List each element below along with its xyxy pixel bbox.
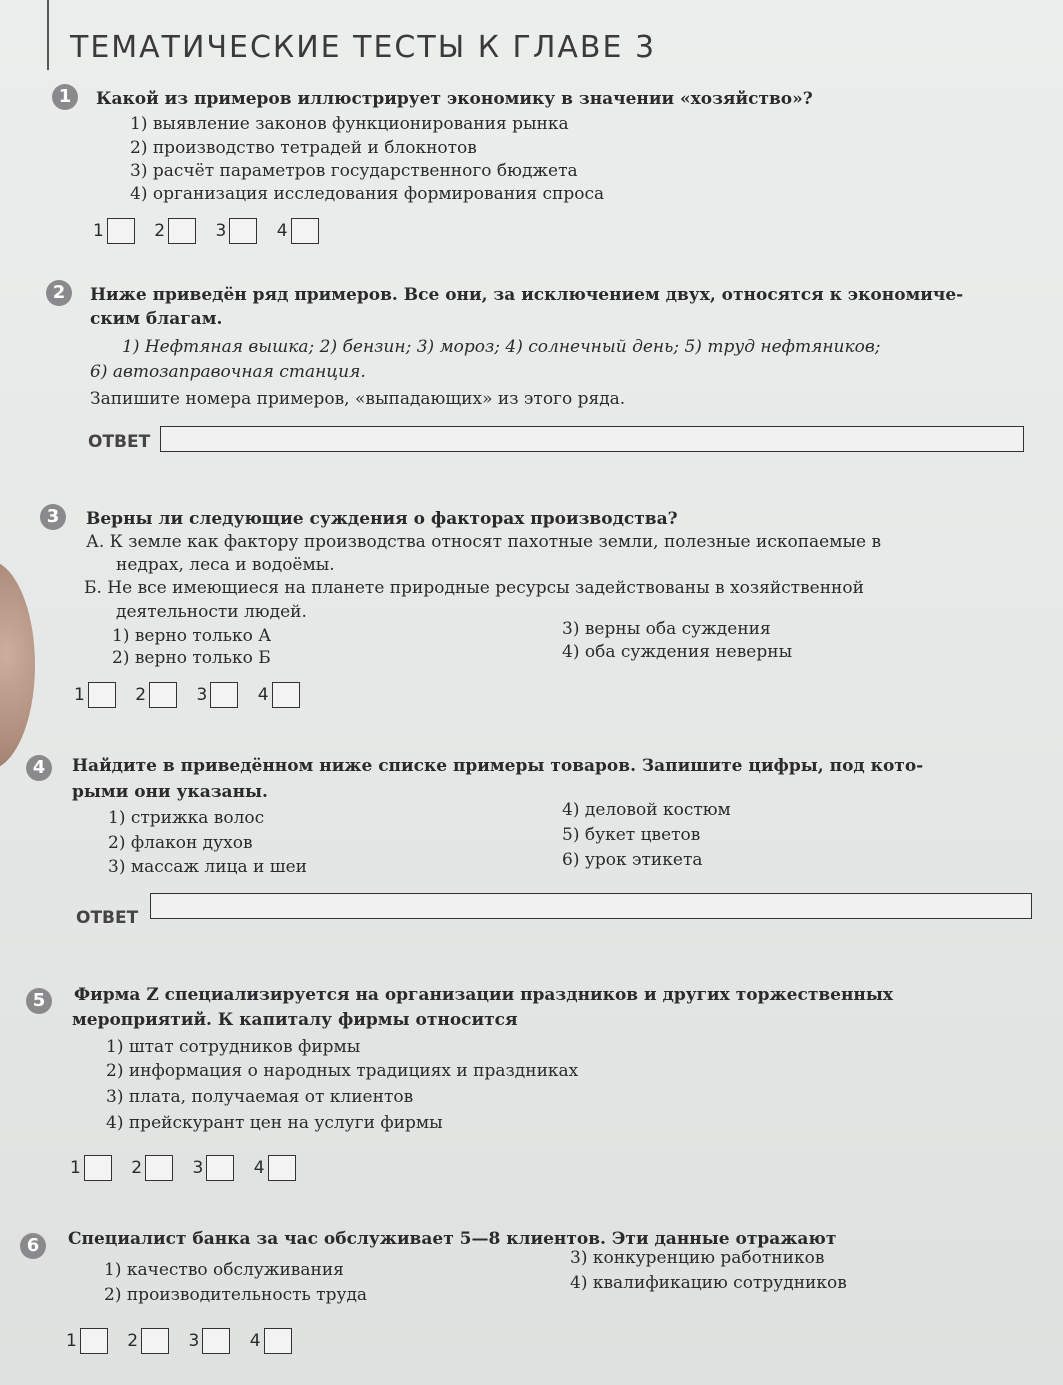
question-stem-cont: мероприятий. К капиталу фирмы относится xyxy=(72,1010,518,1030)
option: 4) деловой костюм xyxy=(562,800,731,820)
answer-checkbox-3[interactable] xyxy=(210,682,238,708)
option: 4) квалификацию сотрудников xyxy=(570,1273,847,1293)
question-number: 5 xyxy=(26,988,52,1014)
answer-checkbox-1[interactable] xyxy=(80,1328,108,1354)
question-number: 4 xyxy=(26,755,52,781)
option: 1) стрижка волос xyxy=(108,808,265,828)
option: 3) конкуренцию работников xyxy=(570,1248,825,1268)
choice-number: 4 xyxy=(249,1331,261,1351)
answer-choices xyxy=(66,1328,306,1354)
option: 3) верны оба суждения xyxy=(562,619,771,639)
answer-checkbox-3[interactable] xyxy=(229,218,257,244)
choice-number: 3 xyxy=(215,221,227,241)
question-stem: Фирма Z специализируется на организации праздников и других торжественных xyxy=(74,985,894,1005)
instruction: Запишите номера примеров, «выпадающих» из этого ряда. xyxy=(90,389,626,409)
choice-number: 4 xyxy=(276,221,288,241)
answer-checkbox-2[interactable] xyxy=(141,1328,169,1354)
option: 1) штат сотрудников фирмы xyxy=(106,1037,361,1057)
choice-number: 2 xyxy=(127,1331,139,1351)
question-stem: Ниже приведён ряд примеров. Все они, за исключением двух, относятся к экономиче- xyxy=(90,285,964,305)
answer-checkbox-1[interactable] xyxy=(84,1155,112,1181)
answer-label: ОТВЕТ xyxy=(76,908,139,928)
answer-checkbox-2[interactable] xyxy=(145,1155,173,1181)
choice-number: 3 xyxy=(196,685,208,705)
answer-field[interactable] xyxy=(150,893,1032,919)
option: 2) производство тетрадей и блокнотов xyxy=(130,138,477,158)
answer-checkbox-3[interactable] xyxy=(206,1155,234,1181)
finger-shadow xyxy=(0,560,35,770)
choice-number: 2 xyxy=(131,1158,143,1178)
option: 4) организация исследования формирования спроса xyxy=(130,184,605,204)
option: 1) качество обслуживания xyxy=(104,1260,344,1280)
answer-checkbox-2[interactable] xyxy=(168,218,196,244)
choice-number: 2 xyxy=(135,685,147,705)
option: 2) флакон духов xyxy=(108,833,253,853)
choice-number: 1 xyxy=(70,1158,81,1178)
example-list-cont: 6) автозаправочная станция. xyxy=(90,362,366,382)
answer-checkbox-4[interactable] xyxy=(268,1155,296,1181)
option: 3) массаж лица и шеи xyxy=(108,857,307,877)
option: 3) плата, получаемая от клиентов xyxy=(106,1087,414,1107)
answer-checkbox-2[interactable] xyxy=(149,682,177,708)
statement-b-cont: деятельности людей. xyxy=(116,602,307,622)
page-title: ТЕМАТИЧЕСКИЕ ТЕСТЫ К ГЛАВЕ 3 xyxy=(70,30,657,65)
choice-number: 1 xyxy=(74,685,85,705)
question-number: 2 xyxy=(46,280,72,306)
option: 2) информация о народных традициях и праздниках xyxy=(106,1061,579,1081)
question-stem: Найдите в приведённом ниже списке примеры товаров. Запишите цифры, под кото- xyxy=(72,756,924,776)
statement-a: А. К земле как фактору производства относят пахотные земли, полезные ископаемые в xyxy=(86,532,882,552)
option: 2) производительность труда xyxy=(104,1285,368,1305)
answer-checkbox-4[interactable] xyxy=(272,682,300,708)
question-stem: Какой из примеров иллюстрирует экономику в значении «хозяйство»? xyxy=(96,89,813,109)
example-list: 1) Нефтяная вышка; 2) бензин; 3) мороз; 4) солнечный день; 5) труд нефтяников; xyxy=(122,337,881,357)
answer-checkbox-4[interactable] xyxy=(264,1328,292,1354)
choice-number: 1 xyxy=(93,221,104,241)
answer-checkbox-3[interactable] xyxy=(202,1328,230,1354)
option: 6) урок этикета xyxy=(562,850,703,870)
question-stem-cont: рыми они указаны. xyxy=(72,782,268,802)
answer-choices xyxy=(70,1155,310,1181)
question-stem: Верны ли следующие суждения о факторах производства? xyxy=(86,509,678,529)
option: 1) выявление законов функционирования рынка xyxy=(130,114,569,134)
choice-number: 3 xyxy=(188,1331,200,1351)
question-stem: Специалист банка за час обслуживает 5—8 клиентов. Эти данные отражают xyxy=(68,1229,837,1249)
answer-checkbox-4[interactable] xyxy=(291,218,319,244)
option: 1) верно только А xyxy=(112,626,272,646)
answer-checkbox-1[interactable] xyxy=(88,682,116,708)
choice-number: 1 xyxy=(66,1331,77,1351)
option: 2) верно только Б xyxy=(112,648,271,668)
question-number: 6 xyxy=(20,1233,46,1259)
statement-b: Б. Не все имеющиеся на планете природные ресурсы задействованы в хозяйственной xyxy=(84,578,864,598)
statement-a-cont: недрах, леса и водоёмы. xyxy=(116,555,335,575)
choice-number: 3 xyxy=(192,1158,204,1178)
margin-rule xyxy=(47,0,49,70)
choice-number: 4 xyxy=(257,685,269,705)
question-number: 3 xyxy=(40,504,66,530)
option: 4) прейскурант цен на услуги фирмы xyxy=(106,1113,443,1133)
option: 5) букет цветов xyxy=(562,825,701,845)
answer-checkbox-1[interactable] xyxy=(107,218,135,244)
question-number: 1 xyxy=(52,84,78,110)
option: 3) расчёт параметров государственного бюджета xyxy=(130,161,578,181)
answer-choices xyxy=(93,218,333,244)
answer-field[interactable] xyxy=(160,426,1024,452)
question-stem-cont: ским благам. xyxy=(90,309,223,329)
choice-number: 4 xyxy=(253,1158,265,1178)
answer-label: ОТВЕТ xyxy=(88,432,151,452)
option: 4) оба суждения неверны xyxy=(562,642,793,662)
answer-choices xyxy=(74,682,314,708)
choice-number: 2 xyxy=(154,221,166,241)
